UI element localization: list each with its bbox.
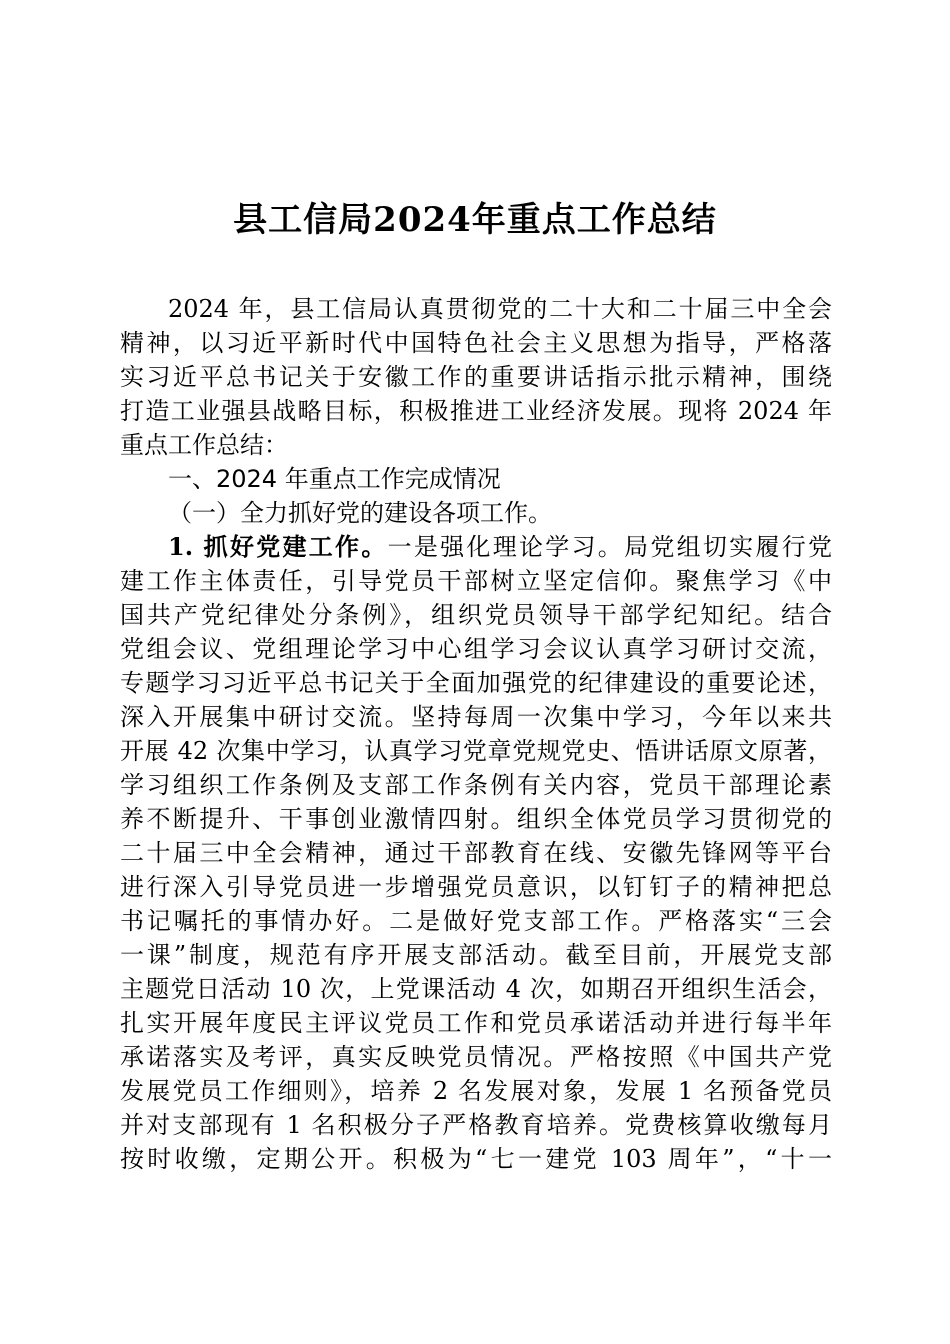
- paragraph-line: 学习组织工作条例及支部工作条例有关内容，党员干部理论素: [120, 771, 832, 799]
- intro-line: 精神，以习近平新时代中国特色社会主义思想为指导，严格落: [120, 329, 832, 357]
- paragraph-line: 开展 42 次集中学习，认真学习党章党规党史、悟讲话原文原著，: [120, 737, 832, 765]
- intro-line: 实习近平总书记关于安徽工作的重要讲话指示批示精神，围绕: [120, 363, 832, 391]
- item-title: 1. 抓好党建工作。: [168, 532, 388, 561]
- document-title: 县工信局2024年重点工作总结: [233, 200, 717, 240]
- paragraph-line: 进行深入引导党员进一步增强党员意识，以钉钉子的精神把总: [120, 873, 832, 901]
- intro-line: 重点工作总结：: [120, 431, 288, 459]
- paragraph-line: 专题学习习近平总书记关于全面加强党的纪律建设的重要论述，: [120, 669, 832, 697]
- paragraph-line: 一课”制度，规范有序开展支部活动。截至目前，开展党支部: [120, 941, 832, 969]
- paragraph-line: 主题党日活动 10 次，上党课活动 4 次，如期召开组织生活会，: [120, 975, 832, 1003]
- section-heading: 一、2024 年重点工作完成情况: [168, 465, 501, 493]
- intro-line: 2024 年，县工信局认真贯彻党的二十大和二十届三中全会: [168, 295, 832, 323]
- paragraph-line: 发展党员工作细则》，培养 2 名发展对象，发展 1 名预备党员: [120, 1077, 832, 1105]
- paragraph-line: 深入开展集中研讨交流。坚持每周一次集中学习，今年以来共: [120, 703, 832, 731]
- paragraph-line: 书记嘱托的事情办好。二是做好党支部工作。严格落实“三会: [120, 907, 832, 935]
- paragraph-line: 按时收缴，定期公开。积极为“七一建党 103 周年”，“十一: [120, 1145, 832, 1173]
- paragraph-line: 国共产党纪律处分条例》，组织党员领导干部学纪知纪。结合: [120, 601, 832, 629]
- paragraph-line: 并对支部现有 1 名积极分子严格教育培养。党费核算收缴每月: [120, 1111, 832, 1139]
- item-first-line: [120, 530, 832, 564]
- paragraph-line: 建工作主体责任，引导党员干部树立坚定信仰。聚焦学习《中: [120, 567, 832, 595]
- paragraph-line: 养不断提升、干事创业激情四射。组织全体党员学习贯彻党的: [120, 805, 832, 833]
- subsection-heading: （一）全力抓好党的建设各项工作。: [168, 499, 552, 527]
- paragraph-line: 党组会议、党组理论学习中心组学习会议认真学习研讨交流，: [120, 635, 832, 663]
- intro-line: 打造工业强县战略目标，积极推进工业经济发展。现将 2024 年: [120, 397, 832, 425]
- paragraph-line: 承诺落实及考评，真实反映党员情况。严格按照《中国共产党: [120, 1043, 832, 1071]
- paragraph-line: 扎实开展年度民主评议党员工作和党员承诺活动并进行每半年: [120, 1009, 832, 1037]
- item-first-line-text: 一是强化理论学习。局党组切实履行党: [387, 533, 832, 561]
- paragraph-line: 二十届三中全会精神，通过干部教育在线、安徽先锋网等平台: [120, 839, 832, 867]
- document-body: [120, 292, 832, 1176]
